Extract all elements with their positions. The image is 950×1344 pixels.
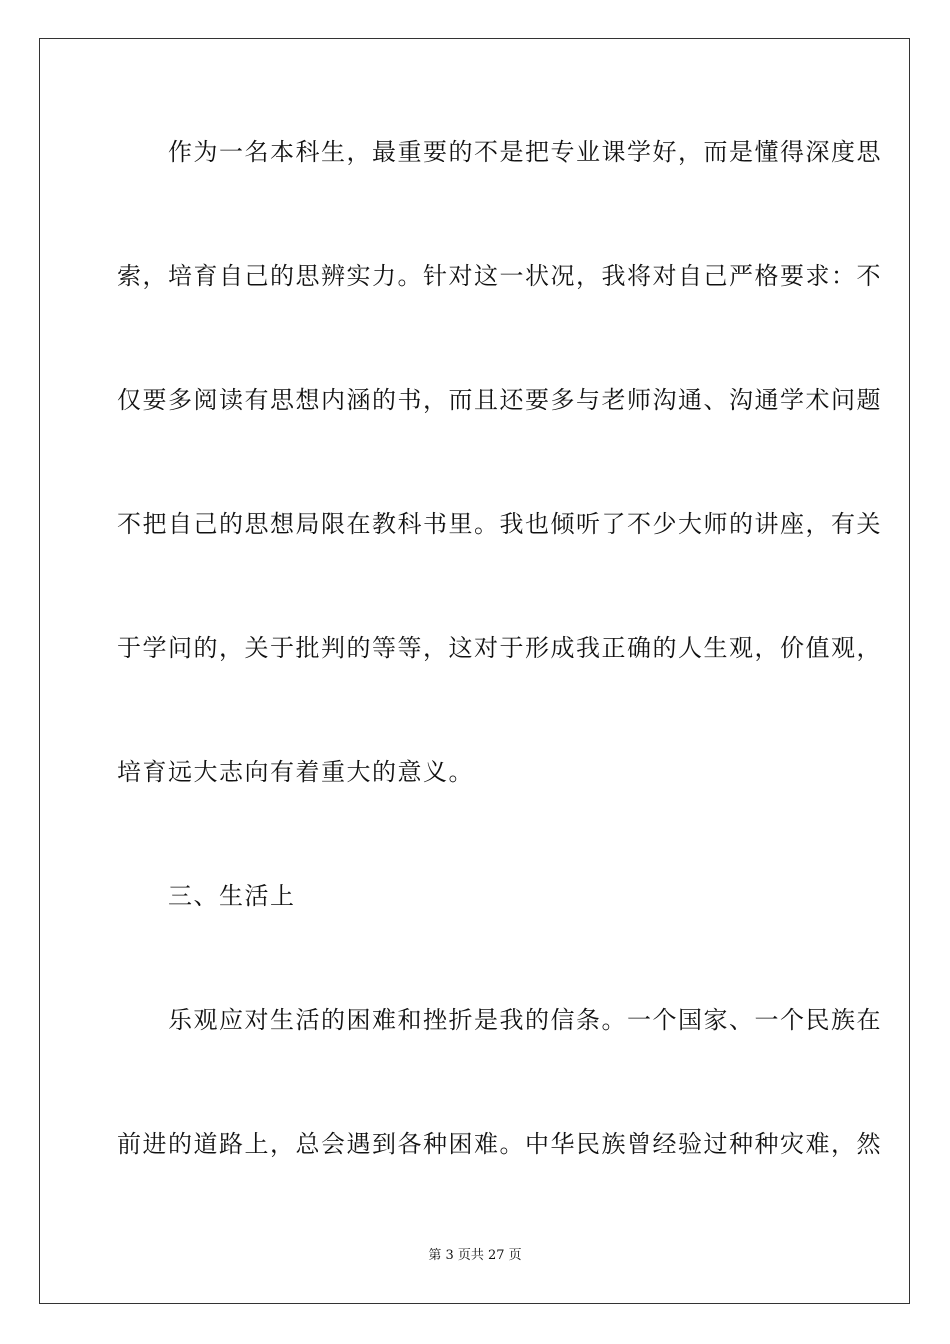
page-total: 共 27 页 [470,1248,522,1263]
page-frame [39,38,910,1304]
paragraph-line-4: 不把自己的思想局限在教科书里。我也倾听了不少大师的讲座，有关 [117,510,882,538]
paragraph-line-1: 作为一名本科生，最重要的不是把专业课学好，而是懂得深度思 [117,138,882,166]
paragraph-line-7: 乐观应对生活的困难和挫折是我的信条。一个国家、一个民族在 [117,1006,882,1034]
paragraph-line-5: 于学问的，关于批判的等等，这对于形成我正确的人生观，价值观， [117,634,882,662]
paragraph-line-3: 仅要多阅读有思想内涵的书，而且还要多与老师沟通、沟通学术问题 [117,386,882,414]
section-heading: 三、生活上 [117,882,296,910]
paragraph-line-2: 索，培育自己的思辨实力。针对这一状况，我将对自己严格要求：不 [117,262,882,290]
paragraph-line-6: 培育远大志向有着重大的意义。 [117,758,474,786]
page-footer [0,1247,950,1265]
page-number: 第 3 页 [428,1248,471,1263]
paragraph-line-8: 前进的道路上，总会遇到各种困难。中华民族曾经验过种种灾难，然 [117,1130,882,1158]
